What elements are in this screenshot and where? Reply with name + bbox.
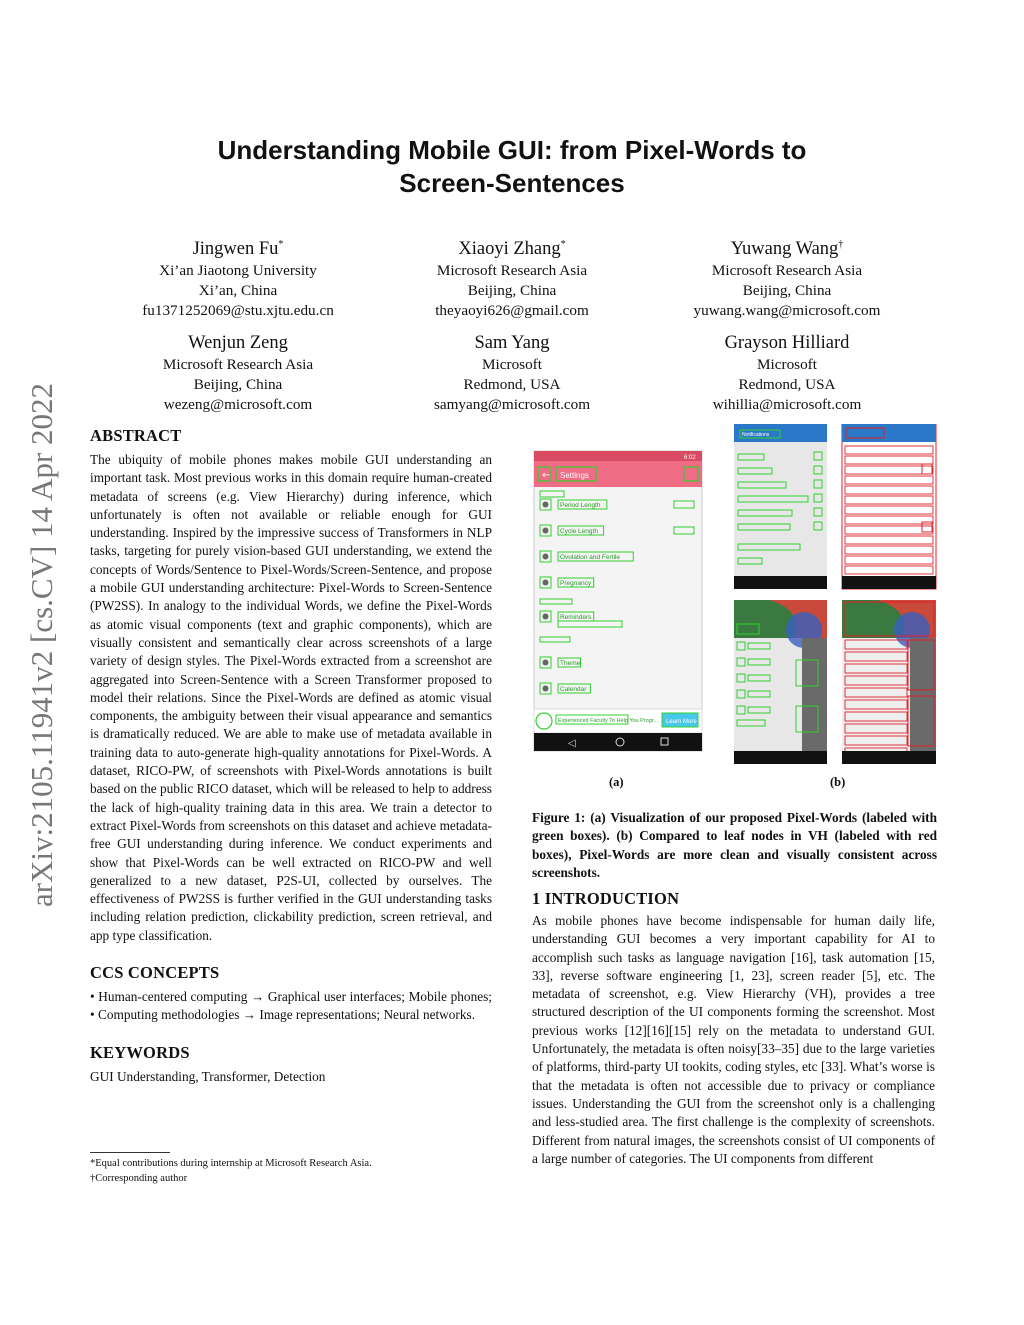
item-label: Pregnancy — [560, 580, 592, 587]
screen-a-header: Settings — [560, 471, 589, 480]
footnote-corresponding: †Corresponding author — [90, 1173, 188, 1184]
author-block: Yuwang Wang† Microsoft Research Asia Beijing, China yuwang.wang@microsoft.com — [693, 239, 881, 320]
item-icon — [543, 686, 549, 692]
screen-b-header: Notifications — [742, 432, 770, 438]
screen-a — [534, 451, 702, 751]
svg-text:◁: ◁ — [568, 738, 576, 749]
item-label: Calendar — [560, 686, 587, 693]
item-label: Cycle Length — [560, 528, 598, 535]
author-block: Grayson Hilliard Microsoft Redmond, USA wihillia@microsoft.com — [712, 333, 862, 413]
status-time: 6:02 — [684, 455, 696, 461]
author-block: Jingwen Fu* Xi’an Jiaotong University Xi’an, China fu1371252069@stu.xjtu.edu.cn — [142, 239, 334, 320]
figure-1-graphic — [532, 424, 937, 794]
footnotes — [90, 1152, 490, 1186]
item-label: Reminders — [560, 614, 592, 621]
ad-text: Experienced Faculty To Help You Progr... — [558, 718, 658, 724]
author-block: Sam Yang Microsoft Redmond, USA samyang@microsoft.com — [433, 333, 591, 413]
footnote-equal: *Equal contributions during internship at Microsoft Research Asia. — [90, 1158, 372, 1169]
item-icon — [543, 614, 549, 620]
abstract-heading: ABSTRACT — [90, 426, 182, 445]
item-label: Theme — [560, 660, 581, 667]
keywords-heading: KEYWORDS — [90, 1042, 190, 1062]
intro-text: As mobile phones have become indispensable for human daily life, understanding GUI becomes a very important capability for AI to accomplish such tasks as language navigation [16], task automation [15, 33], reverse software engineering [1, 23], screen reader [5], etc. The metadata of screenshot, e.g. View Hierarchy (VH), provides a tree structured description of the UI components forming the screenshot. Most previous works [12][16][15] rely on the metadata to understand GUI. Unfortunately, the metadata is often noisy[33–35] due to the large varieties of platforms, third-party UI tookits, coding styles, etc [33]. What’s worse is that the metadata is often not accessible due to privacy or compliance issues. Understanding the GUI from the screenshot only is a challenging and less-studied area. The first challenge is the complexity of screenshots. Different from natural images, the screenshots consist of UI components of a large number of categories. The UI components from different — [532, 913, 935, 1166]
screen-b-green-notifications — [734, 424, 827, 589]
item-label: Ovulation and Fertile — [560, 554, 620, 561]
left-column — [90, 426, 492, 1086]
item-icon — [543, 502, 549, 508]
figure-caption: Figure 1: (a) Visualization of our proposed Pixel-Words (labeled with green boxes). (b) Compared to leaf nodes in VH (labeled with red boxes), Pixel-Words are more clean and visually consistent across screenshots. — [532, 810, 937, 880]
arxiv-id: arXiv:2105.11941v2 [cs.CV] 14 Apr 2022 — [24, 382, 59, 908]
keywords-text: GUI Understanding, Transformer, Detection — [90, 1068, 326, 1084]
abstract-text: The ubiquity of mobile phones makes mobile GUI understanding an important task. Most previous works in this domain require human-created metadata of screens (e.g. View Hierarchy) during inference, which unfortunately is often not available or reliable enough for GUI understanding. Inspired by the impressive success of Transformers in NLP tasks, targeting for purely vision-based GUI understanding, we extend the concepts of Words/Sentence to Pixel-Words/Screen-Sentence, and propose a mobile GUI understanding architecture: Pixel-Words to Screen-Sentence (PW2SS). In analogy to the individual Words, we define the Pixel-Words as atomic visual components (text and graphic components), which are visually consistent and semantically clear across screenshots of a large variety of design styles. The Pixel-Words extracted from a screenshot are aggregated into Screen-Sentence with a Screen Transformer proposed to model their relations. Since the Pixel-Words are defined as atomic visual components, the ambiguity between their visual appearance and semantics is dramatically reduced. We are able to make use of metadata available in training data to auto-generate high-quality annotations for Pixel-Words. A dataset, RICO-PW, of screenshots with Pixel-Words annotations is built based on the public RICO dataset, which will be released to help to address the lack of high-quality training data in this area. We train a detector to extract Pixel-Words from screenshots on this dataset and achieve metadata-free GUI understanding during inference. We conduct experiments and show that Pixel-Words can be well extracted on RICO-PW and well generalized to a new dataset, P2S-UI, collected by ourselves. The effectiveness of PW2SS is further verified in the GUI understanding tasks including relation prediction, clickability prediction, screen retrieval, and app type classification. — [90, 452, 492, 943]
ad-button: Learn More — [666, 719, 697, 725]
screen-b-red-notifications — [842, 424, 936, 589]
item-icon — [543, 660, 549, 666]
ccs-heading: CCS CONCEPTS — [90, 963, 220, 983]
figure-label-b: (b) — [830, 775, 846, 789]
item-icon — [543, 528, 549, 534]
intro-heading: 1 INTRODUCTION — [532, 889, 680, 908]
screen-b-red-app — [842, 600, 936, 764]
author-block: Wenjun Zeng Microsoft Research Asia Beijing, China wezeng@microsoft.com — [162, 333, 314, 413]
item-icon — [543, 580, 549, 586]
author-block: Xiaoyi Zhang* Microsoft Research Asia Beijing, China theyaoyi626@gmail.com — [435, 239, 589, 320]
item-label: Period Length — [560, 502, 601, 509]
figure-label-a: (a) — [609, 775, 624, 789]
paper-title: Understanding Mobile GUI: from Pixel-Words to Screen-Sentences — [217, 135, 807, 198]
screen-b-green-app — [734, 600, 827, 764]
arxiv-watermark — [22, 355, 62, 935]
item-icon — [543, 554, 549, 560]
figure-1 — [532, 424, 937, 794]
svg-text:←: ← — [542, 470, 551, 481]
ccs-text: • Human-centered computing → Graphical user interfaces; Mobile phones; • Computing methodologies → Image representations; Neural networks. — [90, 989, 492, 1023]
